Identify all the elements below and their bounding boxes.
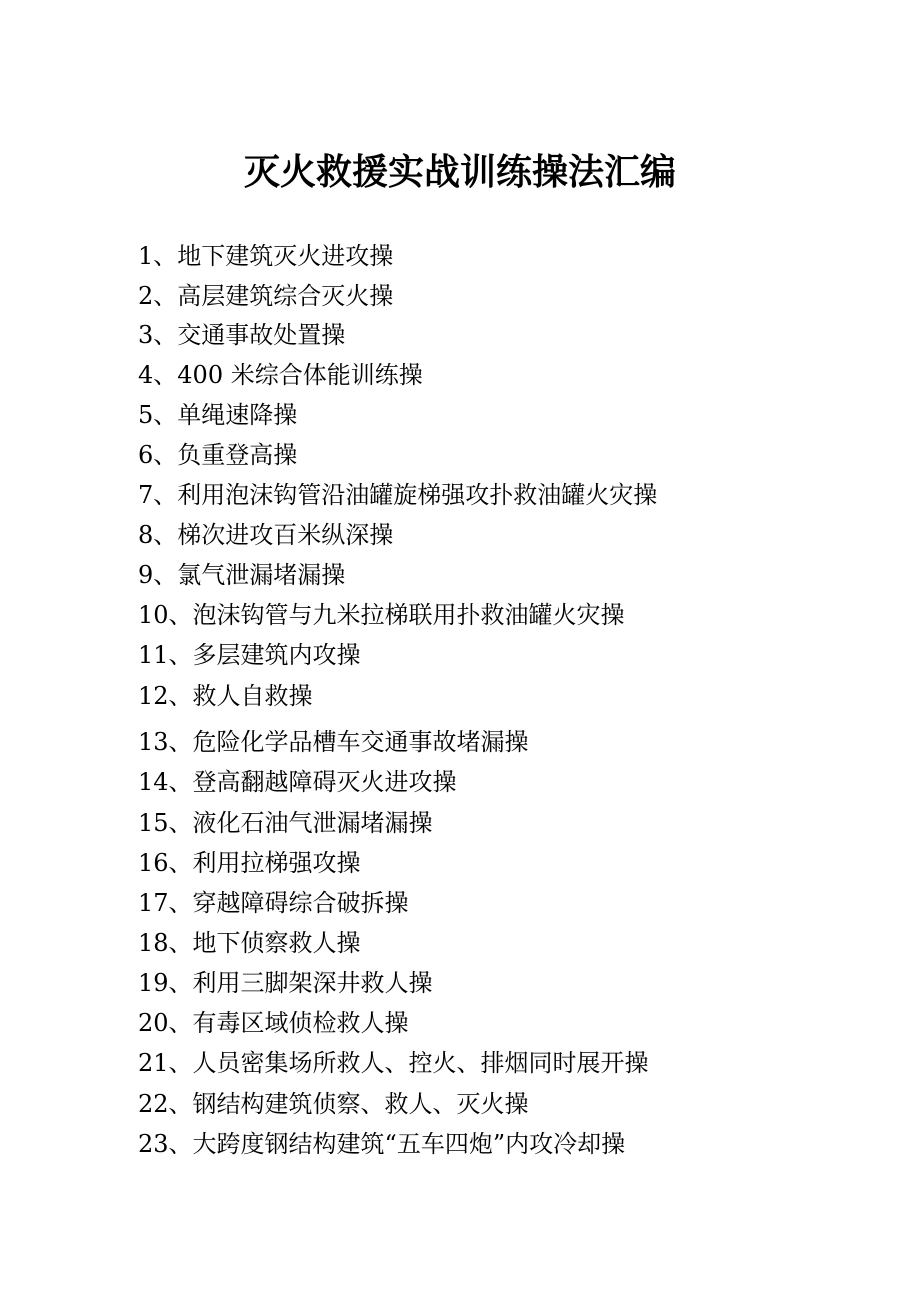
item-text: 利用拉梯强攻操 [192,849,361,877]
item-separator: 、 [168,768,193,796]
item-number: 22 [138,1090,169,1118]
document-title: 灭火救援实战训练操法汇编 [243,151,676,193]
list-item [138,599,625,631]
item-separator: 、 [153,282,178,310]
list-item [138,680,313,712]
list-item [138,887,409,919]
list-item [138,927,361,959]
item-number: 8 [138,521,154,549]
item-text: 泡沫钩管与九米拉梯联用扑救油罐火灾操 [192,601,625,629]
item-separator: 、 [153,441,178,469]
item-number: 9 [138,561,154,589]
item-number: 13 [138,728,169,756]
item-text: 液化石油气泄漏堵漏操 [192,809,433,837]
item-separator: 、 [168,682,193,710]
item-number: 12 [138,682,169,710]
item-separator: 、 [168,601,193,629]
item-number: 20 [138,1009,169,1037]
list-item [138,639,361,671]
item-separator: 、 [168,929,193,957]
item-number: 7 [138,481,154,509]
item-text: 危险化学品槽车交通事故堵漏操 [192,728,529,756]
list-item [138,967,433,999]
item-separator: 、 [153,321,178,349]
item-separator: 、 [168,1130,193,1158]
item-text: 负重登高操 [177,441,298,469]
item-text: 交通事故处置操 [177,321,346,349]
list-item [138,1047,649,1079]
list-item [138,766,457,798]
list-item [138,439,297,471]
item-text: 氯气泄漏堵漏操 [177,561,346,589]
item-separator: 、 [153,521,178,549]
item-text: 救人自救操 [192,682,313,710]
item-separator: 、 [168,1049,193,1077]
item-separator: 、 [168,641,193,669]
list-item [138,280,393,312]
list-item [138,399,297,431]
item-text: 地下建筑灭火进攻操 [177,242,394,270]
list-item [138,807,433,839]
item-number: 15 [138,809,169,837]
item-text: 高层建筑综合灭火操 [177,282,394,310]
item-text: 地下侦察救人操 [192,929,361,957]
item-text: 多层建筑内攻操 [192,641,361,669]
list-item [138,519,393,551]
item-text: 利用泡沫钩管沿油罐旋梯强攻扑救油罐火灾操 [177,481,658,509]
item-text: 大跨度钢结构建筑“五车四炮”内攻冷却操 [192,1130,626,1158]
list-item [138,726,529,758]
item-text: 单绳速降操 [177,401,298,429]
item-separator: 、 [168,889,193,917]
item-number: 10 [138,601,169,629]
item-text: 人员密集场所救人、控火、排烟同时展开操 [192,1049,649,1077]
item-separator: 、 [153,561,178,589]
item-separator: 、 [168,1009,193,1037]
item-number: 14 [138,768,169,796]
list-item [138,847,361,879]
item-number: 1 [138,242,154,270]
list-item [138,1007,409,1039]
item-separator: 、 [153,361,178,389]
list-item [138,479,657,511]
item-number: 4 [138,361,154,389]
item-text: 利用三脚架深井救人操 [192,969,433,997]
item-text: 梯次进攻百米纵深操 [177,521,394,549]
item-separator: 、 [153,242,178,270]
list-item [138,359,423,391]
item-number: 5 [138,401,154,429]
item-text: 登高翻越障碍灭火进攻操 [192,768,457,796]
item-separator: 、 [153,481,178,509]
list-item [138,1128,625,1160]
item-number: 19 [138,969,169,997]
item-number: 3 [138,321,154,349]
item-separator: 、 [168,728,193,756]
item-text: 有毒区域侦检救人操 [192,1009,409,1037]
item-text: 钢结构建筑侦察、救人、灭火操 [192,1090,529,1118]
list-item [138,559,345,591]
item-number: 23 [138,1130,169,1158]
item-separator: 、 [168,1090,193,1118]
list-item [138,1088,529,1120]
item-separator: 、 [153,401,178,429]
item-separator: 、 [168,809,193,837]
item-number: 11 [138,641,169,669]
item-separator: 、 [168,849,193,877]
item-text: 穿越障碍综合破拆操 [192,889,409,917]
item-number: 17 [138,889,169,917]
item-separator: 、 [168,969,193,997]
item-number: 18 [138,929,169,957]
item-number: 2 [138,282,154,310]
item-number: 16 [138,849,169,877]
item-number: 21 [138,1049,169,1077]
list-item [138,240,393,272]
item-text: 400 米综合体能训练操 [177,361,423,389]
list-item [138,319,345,351]
item-number: 6 [138,441,154,469]
